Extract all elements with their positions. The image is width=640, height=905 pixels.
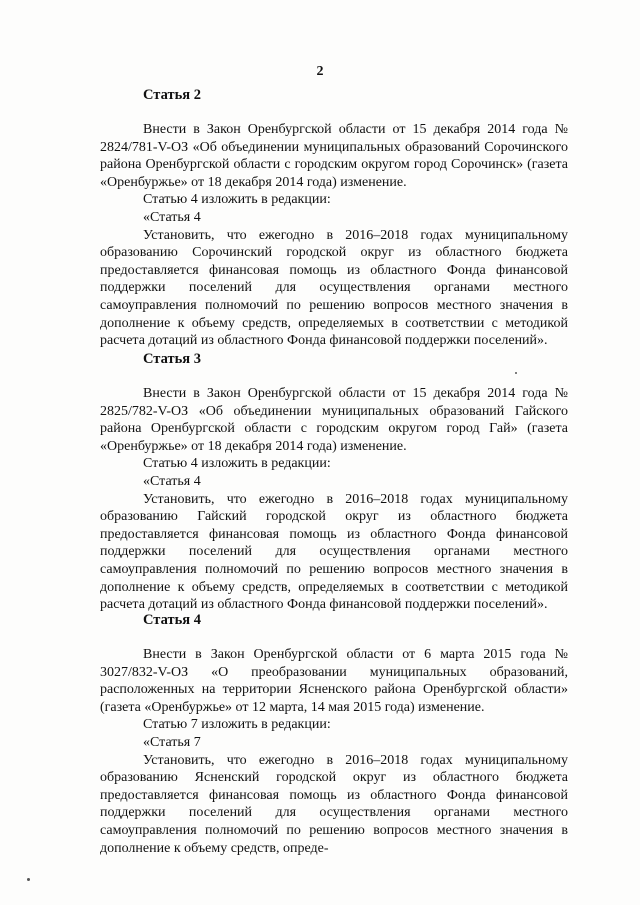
article-body [100, 385, 568, 614]
article-title: Статья 4 [143, 612, 201, 628]
quoted-article-title: «Статья 4 [143, 473, 201, 489]
article-instruction: Статью 7 изложить в редакции: [143, 717, 331, 733]
article-intro: Внести в Закон Оренбургской области от 15 декабря 2014 года № 2825/782-V-ОЗ «Об объединении муниципальных образований Гайского района Оренбургской области с городским округом город Гай» (газета «Оренбуржье» от 18 декабря 2014 года) изменение. [100, 386, 568, 454]
scan-speck [515, 372, 517, 374]
scan-speck [27, 878, 30, 881]
article-instruction: Статью 4 изложить в редакции: [143, 456, 331, 472]
article-text: Установить, что ежегодно в 2016–2018 годах муниципальному образованию Ясненский городской округ из областного бюджета предоставляется финансовая помощь из областного Фонда финансовой поддержки поселений для осуществления органами местного самоуправления полномочий по решению вопросов местного значения в дополнение к объему средств, опреде- [100, 752, 568, 856]
article-body [100, 121, 568, 350]
article-intro: Внести в Закон Оренбургской области от 15 декабря 2014 года № 2824/781-V-ОЗ «Об объединении муниципальных образований Сорочинского района Оренбургской области с городским округом город Сорочинск» (газета «Оренбуржье» от 18 декабря 2014 года) изменение. [100, 122, 568, 190]
article-2 [100, 87, 568, 350]
quoted-article-title: «Статья 7 [143, 734, 201, 750]
article-text: Установить, что ежегодно в 2016–2018 годах муниципальному образованию Гайский городской округ из областного бюджета предоставляется финансовая помощь из областного Фонда финансовой поддержки поселений для осуществления органами местного самоуправления полномочий по решению вопросов местного значения в дополнение к объему средств, определяемых в соответствии с методикой расчета дотаций из областного Фонда финансовой поддержки поселений». [100, 491, 568, 613]
page-number: 2 [316, 64, 324, 79]
article-4 [100, 612, 568, 857]
article-intro: Внести в Закон Оренбургской области от 6 марта 2015 года № 3027/832-V-ОЗ «О преобразовании муниципальных образований, расположенных на территории Ясненского района Оренбургской области» (газета «Оренбуржье» от 12 марта, 14 мая 2015 года) изменение. [100, 647, 568, 715]
article-title: Статья 2 [143, 87, 201, 103]
article-text: Установить, что ежегодно в 2016–2018 годах муниципальному образованию Сорочинский городской округ из областного бюджета предоставляется финансовая помощь из областного Фонда финансовой поддержки поселений для осуществления органами местного самоуправления полномочий по решению вопросов местного значения в дополнение к объему средств, определяемых в соответствии с методикой расчета дотаций из областного Фонда финансовой поддержки поселений». [100, 227, 568, 349]
article-3 [100, 351, 568, 614]
article-instruction: Статью 4 изложить в редакции: [143, 192, 331, 208]
article-title: Статья 3 [143, 351, 201, 367]
quoted-article-title: «Статья 4 [143, 209, 201, 225]
article-body [100, 646, 568, 857]
